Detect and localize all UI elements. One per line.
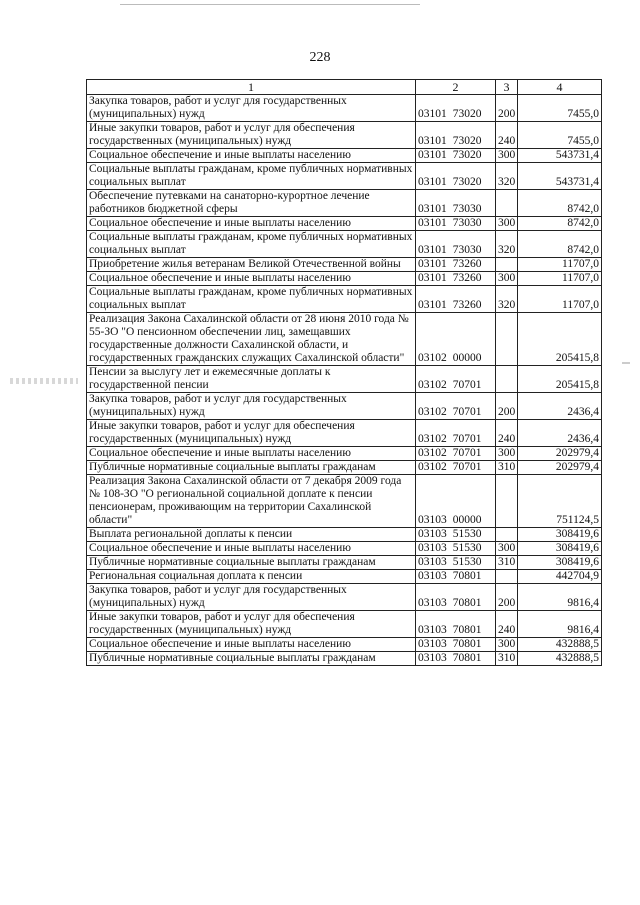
row-amount: 8742,0: [518, 231, 602, 258]
row-amount: 432888,5: [518, 638, 602, 652]
code-part-1: 03103: [418, 624, 447, 636]
code-part-1: 03101: [418, 149, 447, 161]
row-code: [416, 556, 496, 570]
code-part-1: 03102: [418, 406, 447, 418]
row-name: Реализация Закона Сахалинской области от 28 июня 2010 года № 55-ЗО "О пенсионном обеспечении лиц, замещавших государственные должности Сахалинской области, и государственных гражданских служащих Сахалинской области": [87, 313, 416, 366]
row-expense-type: 300: [496, 272, 518, 286]
code-part-1: 03103: [418, 542, 447, 554]
row-name: Социальное обеспечение и иные выплаты населению: [87, 272, 416, 286]
row-amount: 8742,0: [518, 190, 602, 217]
row-code: [416, 217, 496, 231]
row-expense-type: 300: [496, 217, 518, 231]
row-code: [416, 95, 496, 122]
row-name: Социальное обеспечение и иные выплаты населению: [87, 149, 416, 163]
row-name: Социальное обеспечение и иные выплаты населению: [87, 638, 416, 652]
row-code: [416, 122, 496, 149]
row-expense-type: 300: [496, 542, 518, 556]
row-code: [416, 163, 496, 190]
row-expense-type: 300: [496, 638, 518, 652]
row-code: [416, 149, 496, 163]
row-code: [416, 611, 496, 638]
row-code: [416, 542, 496, 556]
table-row: [87, 584, 602, 611]
row-expense-type: [496, 313, 518, 366]
code-part-1: 03102: [418, 352, 447, 364]
row-expense-type: [496, 190, 518, 217]
table-row: [87, 163, 602, 190]
code-part-1: 03101: [418, 176, 447, 188]
row-amount: 205415,8: [518, 366, 602, 393]
code-part-2: 73030: [452, 217, 482, 229]
row-expense-type: 320: [496, 163, 518, 190]
row-expense-type: 320: [496, 231, 518, 258]
row-amount: 308419,6: [518, 556, 602, 570]
code-part-2: 70701: [452, 447, 482, 459]
scan-artifact: [10, 378, 78, 384]
row-amount: 308419,6: [518, 542, 602, 556]
row-name: Закупка товаров, работ и услуг для государственных (муниципальных) нужд: [87, 393, 416, 420]
table-row: [87, 366, 602, 393]
row-amount: 7455,0: [518, 95, 602, 122]
table-row: [87, 217, 602, 231]
row-expense-type: 200: [496, 95, 518, 122]
row-amount: 11707,0: [518, 272, 602, 286]
table-row: [87, 393, 602, 420]
code-part-2: 51530: [452, 528, 482, 540]
row-expense-type: 310: [496, 556, 518, 570]
row-code: [416, 420, 496, 447]
code-part-1: 03103: [418, 556, 447, 568]
column-header-2: 2: [416, 80, 496, 95]
row-name: Закупка товаров, работ и услуг для государственных (муниципальных) нужд: [87, 95, 416, 122]
code-part-1: 03101: [418, 299, 447, 311]
row-name: Иные закупки товаров, работ и услуг для обеспечения государственных (муниципальных) нужд: [87, 611, 416, 638]
column-header-1: 1: [87, 80, 416, 95]
budget-table: [86, 79, 602, 666]
code-part-2: 51530: [452, 556, 482, 568]
row-name: Выплата региональной доплаты к пенсии: [87, 528, 416, 542]
row-amount: 202979,4: [518, 447, 602, 461]
row-code: [416, 447, 496, 461]
row-code: [416, 528, 496, 542]
code-part-2: 70801: [452, 570, 482, 582]
table-row: [87, 258, 602, 272]
table-row: [87, 611, 602, 638]
row-expense-type: 200: [496, 584, 518, 611]
row-name: Реализация Закона Сахалинской области от 7 декабря 2009 года № 108-ЗО "О региональной социальной доплате к пенсии пенсионерам, проживающим на территории Сахалинской области": [87, 475, 416, 528]
row-amount: 442704,9: [518, 570, 602, 584]
row-name: Иные закупки товаров, работ и услуг для обеспечения государственных (муниципальных) нужд: [87, 122, 416, 149]
row-amount: 9816,4: [518, 611, 602, 638]
row-code: [416, 584, 496, 611]
code-part-2: 70801: [452, 597, 482, 609]
row-expense-type: 300: [496, 447, 518, 461]
table-row: [87, 447, 602, 461]
row-name: Социальное обеспечение и иные выплаты населению: [87, 542, 416, 556]
code-part-2: 73020: [452, 149, 482, 161]
row-expense-type: [496, 366, 518, 393]
code-part-2: 70701: [452, 433, 482, 445]
row-amount: 308419,6: [518, 528, 602, 542]
code-part-1: 03101: [418, 135, 447, 147]
row-expense-type: 200: [496, 393, 518, 420]
row-amount: 543731,4: [518, 163, 602, 190]
row-expense-type: 240: [496, 611, 518, 638]
table-row: [87, 475, 602, 528]
table-header-row: [87, 80, 602, 95]
row-amount: 9816,4: [518, 584, 602, 611]
column-header-3: 3: [496, 80, 518, 95]
row-expense-type: [496, 570, 518, 584]
code-part-1: 03103: [418, 528, 447, 540]
code-part-2: 73020: [452, 176, 482, 188]
code-part-2: 73260: [452, 258, 482, 270]
row-expense-type: 310: [496, 461, 518, 475]
row-amount: 8742,0: [518, 217, 602, 231]
row-name: Социальное обеспечение и иные выплаты населению: [87, 217, 416, 231]
row-name: Приобретение жилья ветеранам Великой Отечественной войны: [87, 258, 416, 272]
code-part-1: 03101: [418, 272, 447, 284]
table-row: [87, 528, 602, 542]
code-part-2: 73260: [452, 299, 482, 311]
row-expense-type: [496, 475, 518, 528]
row-code: [416, 475, 496, 528]
row-amount: 202979,4: [518, 461, 602, 475]
row-amount: 7455,0: [518, 122, 602, 149]
row-name: Закупка товаров, работ и услуг для государственных (муниципальных) нужд: [87, 584, 416, 611]
row-name: Иные закупки товаров, работ и услуг для обеспечения государственных (муниципальных) нужд: [87, 420, 416, 447]
code-part-2: 70701: [452, 379, 482, 391]
code-part-2: 73030: [452, 203, 482, 215]
row-expense-type: 310: [496, 652, 518, 666]
code-part-1: 03102: [418, 461, 447, 473]
table-row: [87, 122, 602, 149]
row-expense-type: [496, 528, 518, 542]
table-row: [87, 542, 602, 556]
code-part-1: 03101: [418, 217, 447, 229]
table-row: [87, 231, 602, 258]
row-code: [416, 313, 496, 366]
row-name: Социальные выплаты гражданам, кроме публичных нормативных социальных выплат: [87, 231, 416, 258]
code-part-2: 70801: [452, 638, 482, 650]
row-amount: 2436,4: [518, 393, 602, 420]
row-amount: 11707,0: [518, 286, 602, 313]
row-name: Пенсии за выслугу лет и ежемесячные доплаты к государственной пенсии: [87, 366, 416, 393]
row-code: [416, 190, 496, 217]
scan-artifact-dot: [622, 362, 630, 364]
row-expense-type: 320: [496, 286, 518, 313]
row-code: [416, 652, 496, 666]
code-part-1: 03101: [418, 108, 447, 120]
code-part-1: 03101: [418, 258, 447, 270]
row-amount: 432888,5: [518, 652, 602, 666]
row-code: [416, 231, 496, 258]
table-row: [87, 420, 602, 447]
row-name: Публичные нормативные социальные выплаты гражданам: [87, 461, 416, 475]
code-part-1: 03103: [418, 638, 447, 650]
table-row: [87, 190, 602, 217]
code-part-2: 70701: [452, 406, 482, 418]
table-body: [87, 95, 602, 666]
row-expense-type: 240: [496, 420, 518, 447]
row-expense-type: 240: [496, 122, 518, 149]
row-name: Публичные нормативные социальные выплаты гражданам: [87, 556, 416, 570]
code-part-1: 03102: [418, 447, 447, 459]
table-row: [87, 461, 602, 475]
table-row: [87, 638, 602, 652]
scan-top-line: [120, 4, 420, 5]
code-part-2: 73030: [452, 244, 482, 256]
code-part-2: 70801: [452, 652, 482, 664]
row-amount: 205415,8: [518, 313, 602, 366]
row-code: [416, 638, 496, 652]
table-row: [87, 556, 602, 570]
row-expense-type: [496, 258, 518, 272]
code-part-1: 03102: [418, 433, 447, 445]
code-part-2: 00000: [452, 514, 482, 526]
column-header-4: 4: [518, 80, 602, 95]
page-number: 228: [309, 50, 331, 65]
table-row: [87, 272, 602, 286]
row-code: [416, 272, 496, 286]
table-row: [87, 570, 602, 584]
code-part-2: 73020: [452, 108, 482, 120]
row-amount: 11707,0: [518, 258, 602, 272]
row-amount: 543731,4: [518, 149, 602, 163]
row-name: Социальные выплаты гражданам, кроме публичных нормативных социальных выплат: [87, 286, 416, 313]
row-code: [416, 286, 496, 313]
row-amount: 751124,5: [518, 475, 602, 528]
code-part-1: 03103: [418, 597, 447, 609]
table-row: [87, 286, 602, 313]
code-part-2: 73020: [452, 135, 482, 147]
code-part-1: 03102: [418, 379, 447, 391]
code-part-1: 03103: [418, 652, 447, 664]
row-code: [416, 393, 496, 420]
row-code: [416, 461, 496, 475]
table-row: [87, 313, 602, 366]
code-part-1: 03101: [418, 244, 447, 256]
row-code: [416, 258, 496, 272]
row-name: Социальные выплаты гражданам, кроме публичных нормативных социальных выплат: [87, 163, 416, 190]
row-code: [416, 570, 496, 584]
row-name: Социальное обеспечение и иные выплаты населению: [87, 447, 416, 461]
code-part-1: 03103: [418, 514, 447, 526]
row-name: Публичные нормативные социальные выплаты гражданам: [87, 652, 416, 666]
code-part-1: 03103: [418, 570, 447, 582]
table-row: [87, 95, 602, 122]
row-name: Обеспечение путевками на санаторно-курортное лечение работников бюджетной сферы: [87, 190, 416, 217]
table-row: [87, 149, 602, 163]
row-expense-type: 300: [496, 149, 518, 163]
code-part-2: 70801: [452, 624, 482, 636]
row-amount: 2436,4: [518, 420, 602, 447]
table-row: [87, 652, 602, 666]
code-part-2: 70701: [452, 461, 482, 473]
code-part-1: 03101: [418, 203, 447, 215]
row-code: [416, 366, 496, 393]
code-part-2: 73260: [452, 272, 482, 284]
code-part-2: 00000: [452, 352, 482, 364]
code-part-2: 51530: [452, 542, 482, 554]
row-name: Региональная социальная доплата к пенсии: [87, 570, 416, 584]
